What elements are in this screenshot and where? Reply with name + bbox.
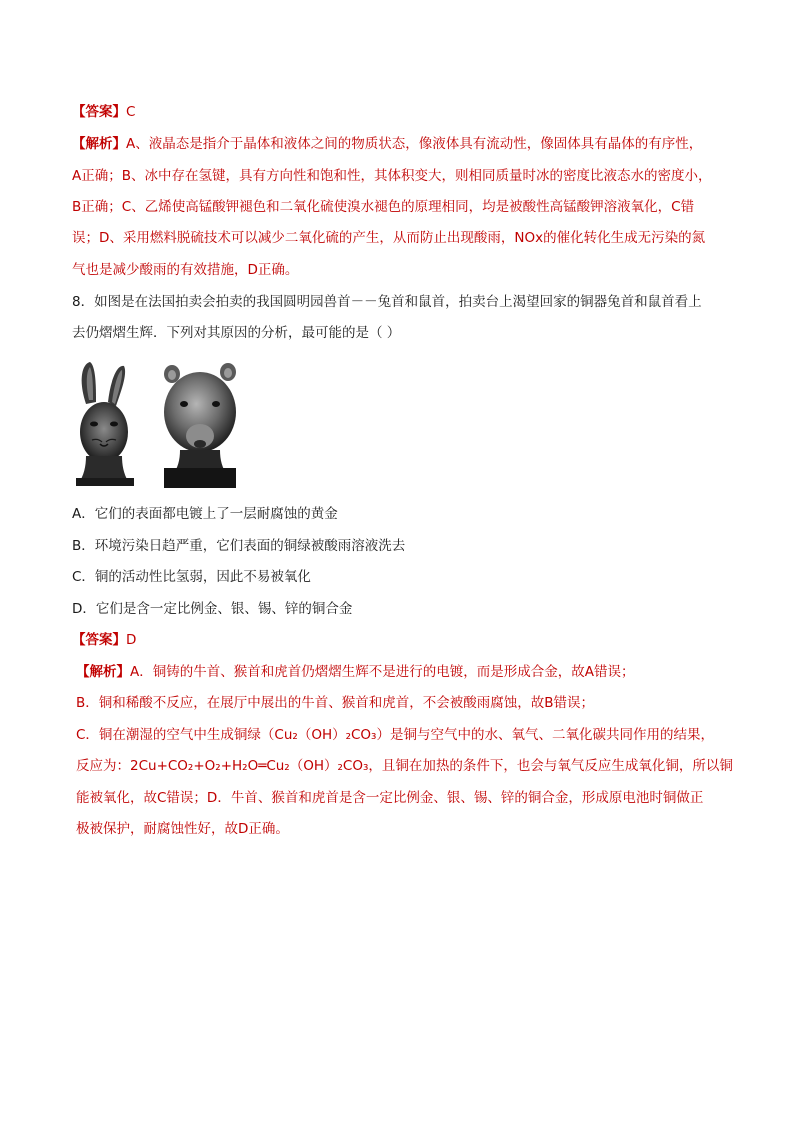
question-8-line-1: 去仍熠熠生辉．下列对其原因的分析，最可能的是（ ） — [72, 325, 401, 341]
option-d: D．它们是含一定比例金、银、锡、锌的铜合金 — [72, 601, 353, 617]
answer-2 — [72, 630, 136, 650]
explanation-2-line-5: 极被保护，耐腐蚀性好，故D正确。 — [76, 821, 289, 837]
explanation-1-label: 【解析】 — [72, 136, 126, 152]
answer-1-value: C — [126, 104, 136, 120]
question-8-line-0: 8．如图是在法国拍卖会拍卖的我国圆明园兽首－－兔首和鼠首，拍卖台上渴望回家的铜器兔首和鼠首看上 — [72, 294, 702, 310]
explanation-1-line-2: B正确；C、乙烯使高锰酸钾褪色和二氧化硫使溴水褪色的原理相同，均是被酸性高锰酸钾溶液氧化，C错 — [72, 199, 695, 215]
bronze-heads-figure — [72, 360, 242, 488]
explanation-2-line-0: 【解析】A．铜铸的牛首、猴首和虎首仍熠熠生辉不是进行的电镀，而是形成合金，故A错误； — [76, 664, 635, 680]
explanation-2-line-1: B．铜和稀酸不反应，在展厅中展出的牛首、猴首和虎首，不会被酸雨腐蚀，故B错误； — [76, 695, 595, 711]
explanation-2-line-2: C．铜在潮湿的空气中生成铜绿（Cu₂（OH）₂CO₃）是铜与空气中的水、氧气、二氧化碳共同作用的结果， — [76, 727, 714, 743]
answer-1 — [72, 102, 135, 122]
option-a: A．它们的表面都电镀上了一层耐腐蚀的黄金 — [72, 506, 338, 522]
explanation-2-line-3: 反应为：2Cu+CO₂+O₂+H₂O═Cu₂（OH）₂CO₃，且铜在加热的条件下，也会与氧气反应生成氧化铜，所以铜 — [76, 758, 733, 774]
explanation-1-line-0: 【解析】A、液晶态是指介于晶体和液体之间的物质状态，像液体具有流动性，像固体具有晶体的有序性， — [72, 136, 703, 152]
explanation-1-line-1: A正确；B、冰中存在氢键，具有方向性和饱和性，其体积变大，则相同质量时冰的密度比液态水的密度小， — [72, 168, 712, 184]
answer-2-label: 【答案】 — [72, 632, 126, 648]
rabbit-head-image — [76, 362, 134, 486]
explanation-1-line-4: 气也是减少酸雨的有效措施，D正确。 — [72, 262, 299, 278]
rat-head-image — [164, 363, 236, 488]
option-b: B．环境污染日趋严重，它们表面的铜绿被酸雨溶液洗去 — [72, 538, 406, 554]
explanation-2-label: 【解析】 — [76, 664, 130, 680]
option-c: C．铜的活动性比氢弱，因此不易被氧化 — [72, 569, 311, 585]
answer-1-label: 【答案】 — [72, 104, 126, 120]
explanation-2-line-4: 能被氧化，故C错误；D．牛首、猴首和虎首是含一定比例金、银、锡、锌的铜合金，形成原电池时铜做正 — [76, 790, 704, 806]
explanation-1-line-3: 误；D、采用燃料脱硫技术可以减少二氧化硫的产生，从而防止出现酸雨，NOx的催化转化生成无污染的氮 — [72, 230, 706, 246]
answer-2-value: D — [126, 632, 137, 648]
